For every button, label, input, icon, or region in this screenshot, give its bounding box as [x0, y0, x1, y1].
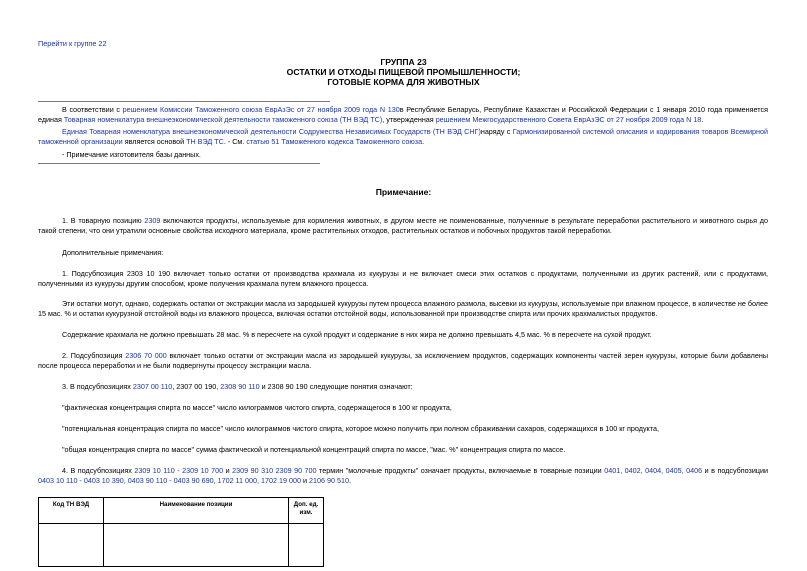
group-number: ГРУППА 23 — [380, 57, 427, 67]
column-header-name: Наименование позиции — [104, 498, 289, 524]
table-header-row — [39, 498, 324, 524]
additional-note-4: 4. В подсубпозициях 2309 10 110 - 2309 10 700 и 2309 90 310 2309 90 700 термин "молочные продукты" означает продукты, включаемые в товарные позиции 0401, 0402, 0404, 0405, 0406 и в подсубпозиции 0403 10 110 - 0403 10 390, 0403 90 110 - 0403 90 690, 1702 11 000, 1702 19 000 и 2106 90 510. — [38, 466, 769, 485]
subheading-2306-70-000-link[interactable]: 2306 70 000 — [125, 351, 167, 360]
subheading-2309-90-range-link[interactable]: 2309 90 310 2309 90 700 — [232, 466, 317, 475]
additional-note-1: 1. Подсубпозиция 2303 10 190 включает только остатки от производства крахмала из кукурузы и не включает смеси этих остатков с продуктами, полученными из других растений, или с продуктами, полученными из кукурузы другим способом, кроме получения крахмала путем влажного процесса. — [38, 269, 768, 288]
heading-2309-link[interactable]: 2309 — [144, 216, 161, 225]
additional-note-1-residues: Эти остатки могут, однако, содержать остатки от экстракции масла из зародышей кукурузы путем процесса влажного размола, высевки из кукурузы, используемые при влажном процессе, в количестве не более 15 мас. % и остатки кукурузной отстойной воды из влажного процесса, включая остатки отстойной воды, использованной при производстве спирта или прочих крахмалистых продуктов. — [38, 299, 768, 318]
additional-notes-heading: Дополнительные примечания: — [62, 248, 164, 257]
table-cell — [104, 524, 289, 567]
group-title-line1: ОСТАТКИ И ОТХОДЫ ПИЩЕВОЙ ПРОМЫШЛЕННОСТИ; — [286, 67, 521, 77]
customs-code-article-51-link[interactable]: статью 51 Таможенного кодекса Таможенного союза — [246, 137, 423, 146]
subheading-2309-10-range-link[interactable]: 2309 10 110 - 2309 10 700 — [134, 466, 224, 475]
intro-top-divider — [38, 101, 330, 102]
subheading-2307-00-110-link[interactable]: 2307 00 110 — [132, 382, 173, 391]
column-header-unit: Доп. ед. изм. — [289, 498, 324, 524]
subheadings-0403-1702-link[interactable]: 0403 10 110 - 0403 10 390, 0403 90 110 - 0403 90 690, 1702 11 000, 1702 19 000 — [38, 476, 301, 485]
additional-note-1-starch: Содержание крахмала не должно превышать 28 мас. % в пересчете на сухой продукт и содержание в них жира не должно превышать 4,5 мас. % в пересчете на сухой продукт. — [62, 330, 652, 339]
intro-bottom-divider — [38, 163, 320, 164]
additional-note-3: 3. В подсубпозициях 2307 00 110, 2307 00 190, 2308 90 110 и 2308 90 190 следующие понятия означают: — [62, 382, 413, 391]
table-cell — [289, 524, 324, 567]
back-to-group-22-link[interactable]: Перейти к группе 22 — [38, 39, 107, 48]
definition-actual-concentration: "фактическая концентрация спирта по массе" число килограммов чистого спирта, содержащегося в 100 кг продукта, — [62, 403, 452, 412]
interstate-council-decision-link[interactable]: решением Межгосударственного Совета ЕврАзЭС от 27 ноября 2009 года N 18 — [435, 115, 702, 124]
note-heading: Примечание: — [375, 187, 432, 197]
db-maker-note: - Примечание изготовителя базы данных. — [62, 150, 201, 159]
tn-ved-sng-link[interactable]: Единая Товарная номенклатура внешнеэкономической деятельности Содружества Независимых Государств (ТН ВЭД СНГ) — [62, 127, 481, 136]
customs-union-decision-link[interactable]: решением Комиссии Таможенного союза ЕврАзЭс от 27 ноября 2009 года N 130 — [122, 105, 400, 114]
subheading-2106-90-510-link[interactable]: 2106 90 510 — [309, 476, 349, 485]
tn-ved-ts-link[interactable]: Товарная номенклатура внешнеэкономической деятельности таможенного союза (ТН ВЭД ТС) — [63, 115, 383, 124]
column-header-code: Код ТН ВЭД — [39, 498, 104, 524]
note-1: 1. В товарную позицию 2309 включаются продукты, используемые для кормления животных, в другом месте не поименованные, полученные в результате переработки растительного и животного сырья до такой степени, что они утратили основные свойства исходного материала, кроме растительных отходов, растительных остатков и побочных продуктов такой переработки. — [38, 216, 768, 235]
additional-note-2: 2. Подсубпозиция 2306 70 000 включает только остатки от экстракции масла из зародышей кукурузы, за исключением продуктов, содержащих компоненты частей зерен кукурузы, которые были добавлены после процесса переработки и не были подвергнуты процессу экстракции масла. — [38, 351, 768, 370]
group-title-line2: ГОТОВЫЕ КОРМА ДЛЯ ЖИВОТНЫХ — [327, 77, 480, 87]
definition-total-concentration: "общая концентрация спирта по массе" сумма фактической и потенциальной концентраций спирта по массе, "мас. %" концентрация спирта по массе. — [62, 445, 566, 454]
table-row — [39, 524, 324, 567]
subheading-2308-90-110-link[interactable]: 2308 90 110 — [220, 382, 260, 391]
codes-table — [38, 497, 324, 567]
intro-paragraph-2: Единая Товарная номенклатура внешнеэкономической деятельности Содружества Независимых Государств (ТН ВЭД СНГ)наряду с Гармонизированной системой описания и кодирования товаров Всемирной таможенной организации является основой ТН ВЭД ТС. - См. статью 51 Таможенного кодекса Таможенного союза. — [38, 127, 768, 146]
tn-ved-ts-link-2[interactable]: ТН ВЭД ТС — [186, 137, 224, 146]
table-cell — [39, 524, 104, 567]
harmonized-system-link[interactable]: Гармонизированной системой описания и кодирования товаров Всемирной таможенной организации — [38, 127, 768, 146]
headings-0401-0406-link[interactable]: 0401, 0402, 0404, 0405, 0406 — [604, 466, 703, 475]
definition-potential-concentration: "потенциальная концентрация спирта по массе" число килограммов чистого спирта, которое можно получить при полном сбраживании сахаров, содержащихся в 100 кг продукта, — [62, 424, 659, 433]
intro-paragraph-1: В соответствии с решением Комиссии Таможенного союза ЕврАзЭс от 27 ноября 2009 года N 130в Республике Беларусь, Республике Казахстан и Российской Федерации с 1 января 2010 года применяется единая Товарная номенклатура внешнеэкономической деятельности таможенного союза (ТН ВЭД ТС), утвержденная решением Межгосударственного Совета ЕврАзЭС от 27 ноября 2009 года N 18. — [38, 105, 768, 124]
